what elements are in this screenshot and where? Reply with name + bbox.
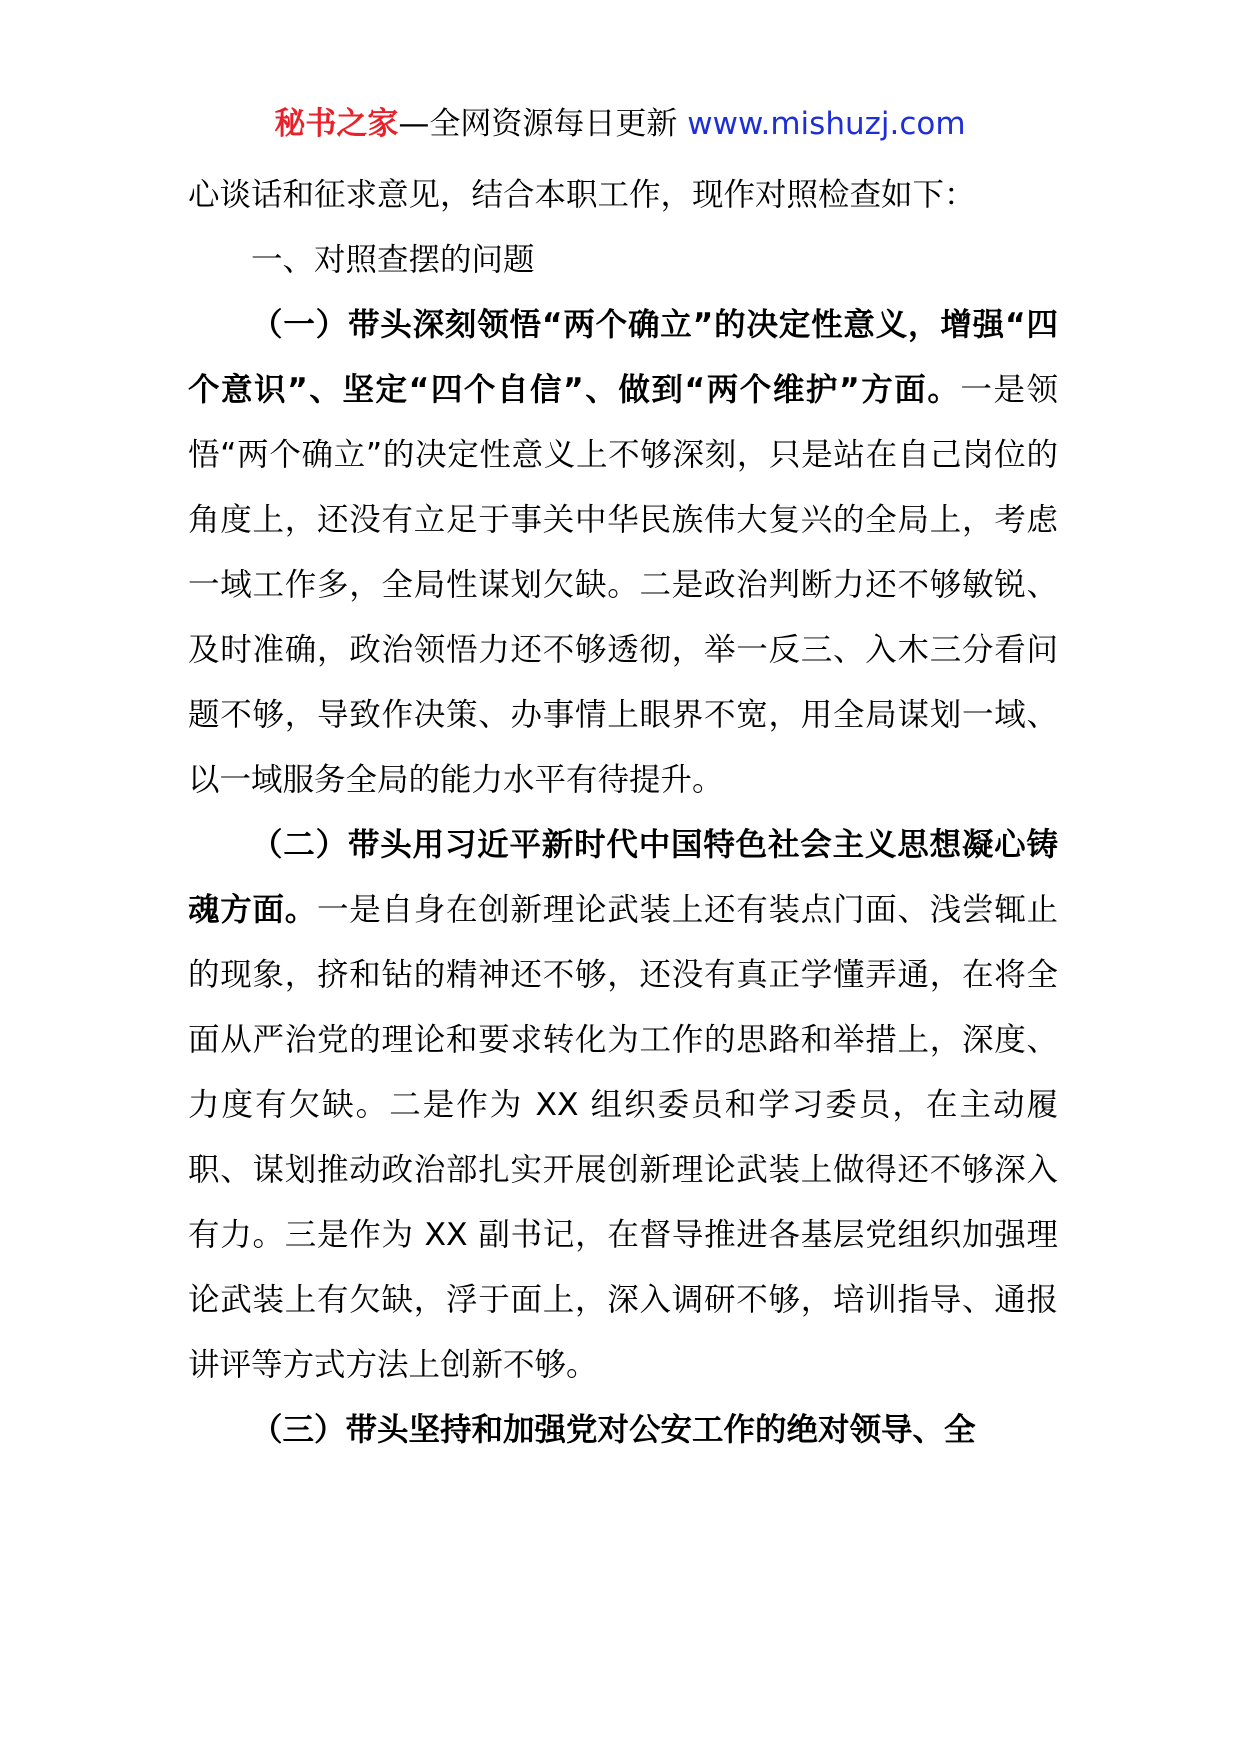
website-link[interactable]: www.mishuzj.com — [687, 106, 966, 142]
brand-name: 秘书之家 — [274, 106, 399, 142]
item-2-paragraph — [188, 813, 1058, 1398]
header-tagline: —全网资源每日更新 — [398, 106, 688, 142]
item-3-paragraph — [188, 1398, 1058, 1463]
item-2-body: 一是自身在创新理论武装上还有装点门面、浅尝辄止的现象，挤和钻的精神还不够，还没有真正学懂弄通，在将全面从严治党的理论和要求转化为工作的思路和举措上，深度、力度有欠缺。二是作为 XX 组织委员和学习委员，在主动履职、谋划推动政治部扎实开展创新理论武装上做得还不够深入有力。三是作为 XX 副书记，在督导推进各基层党组织加强理论武装上有欠缺，浮于面上，深入调研不够，培训指导、通报讲评等方式方法上创新不够。 — [188, 892, 1058, 1383]
item-2-title: （二）带头用习近平新时代中国特色社会主义思想凝心铸魂方面。 — [188, 827, 1058, 928]
page-header — [0, 104, 1240, 144]
item-3-title: （三）带头坚持和加强党对公安工作的绝对领导、全 — [251, 1412, 976, 1448]
item-1-paragraph — [188, 293, 1058, 813]
section-title: 一、对照查摆的问题 — [251, 242, 535, 278]
item-1-body: 一是领悟“两个确立”的决定性意义上不够深刻，只是站在自己岗位的角度上，还没有立足于事关中华民族伟大复兴的全局上，考虑一域工作多，全局性谋划欠缺。二是政治判断力还不够敏锐、及时准确，政治领悟力还不够透彻，举一反三、入木三分看问题不够，导致作决策、办事情上眼界不宽，用全局谋划一域、以一域服务全局的能力水平有待提升。 — [188, 372, 1058, 798]
item-1-title: （一）带头深刻领悟“两个确立”的决定性意义，增强“四个意识”、坚定“四个自信”、做到“两个维护”方面。 — [188, 307, 1058, 408]
document-body — [188, 163, 1058, 1463]
intro-paragraph: 心谈话和征求意见，结合本职工作，现作对照检查如下： — [188, 177, 976, 213]
